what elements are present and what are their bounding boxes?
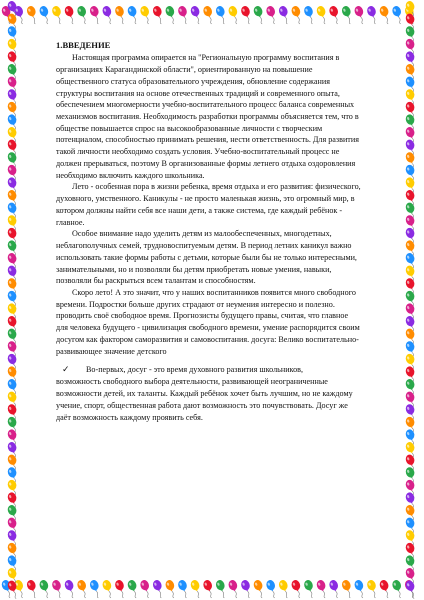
bullet-continuation: возможность свободного выбора деятельности, развивающей неограниченные возможности детей, их таланты. Каждый ребёнок хочет быть лучшим, но не каждому учение, спорт, общественная работа дают возможность это почувствовать. Досуг же даёт возможность каждому проявить себя. — [56, 377, 353, 422]
balloon-icon — [328, 579, 342, 599]
balloon-icon — [315, 579, 329, 599]
balloon-icon — [202, 579, 216, 599]
balloon-icon — [101, 5, 115, 25]
balloon-icon — [353, 5, 367, 25]
bullet-first-row — [56, 363, 362, 376]
balloon-icon — [26, 5, 40, 25]
balloon-icon — [290, 579, 304, 599]
balloon-icon — [227, 5, 241, 25]
balloon-icon — [164, 579, 178, 599]
balloon-icon — [38, 579, 52, 599]
balloon-icon — [51, 5, 65, 25]
balloon-icon — [26, 579, 40, 599]
balloon-icon — [189, 579, 203, 599]
paragraph-summer: Лето - особенная пора в жизни ребенка, время отдыха и его развития: физического, духовного, умственного. Каникулы - не просто маленькая жизнь, это огромный мир, в котором должны найти себя все наши дети, а также система, где каждый ребёнок - главное. — [56, 182, 361, 227]
decorative-border-bottom — [0, 574, 424, 600]
balloon-icon — [227, 579, 241, 599]
balloon-icon — [89, 579, 103, 599]
balloon-icon — [189, 5, 203, 25]
balloon-icon — [366, 5, 380, 25]
balloon-icon — [126, 579, 140, 599]
balloon-icon — [366, 579, 380, 599]
balloon-icon — [76, 579, 90, 599]
balloon-icon — [63, 579, 77, 599]
balloon-icon — [63, 5, 77, 25]
balloon-icon — [252, 5, 266, 25]
balloon-icon — [139, 579, 153, 599]
balloon-icon — [6, 580, 20, 600]
balloon-icon — [303, 5, 317, 25]
balloon-icon — [139, 5, 153, 25]
balloon-icon — [240, 5, 254, 25]
balloon-icon — [328, 5, 342, 25]
balloon-icon — [152, 579, 166, 599]
balloon-icon — [202, 5, 216, 25]
balloon-icon — [252, 579, 266, 599]
balloon-icon — [177, 5, 191, 25]
balloon-icon — [278, 5, 292, 25]
balloon-icon — [215, 5, 229, 25]
balloon-icon — [341, 579, 355, 599]
balloon-icon — [303, 579, 317, 599]
section-heading: 1.ВВЕДЕНИЕ — [56, 40, 111, 50]
balloon-icon — [353, 579, 367, 599]
document-page — [56, 40, 362, 570]
balloon-icon — [240, 579, 254, 599]
paragraph-attention: Особое внимание надо уделить детям из малообеспеченных, многодетных, неблагополучных семей, трудновоспитуемым детям. В период летних каникул важно использовать такие формы работы с детьми, которые были бы не только интересными, занимательными, но и позволяли бы детям приобретать новые умения, навыки, позволяли бы раскрыться всем талантам и способностям. — [56, 229, 357, 286]
balloon-icon — [89, 5, 103, 25]
balloon-icon — [378, 579, 392, 599]
balloon-icon — [341, 5, 355, 25]
balloon-border-graphic — [0, 0, 26, 600]
balloon-icon — [404, 580, 418, 600]
decorative-border-top — [0, 0, 424, 26]
paragraph-free-time: Скоро лето! А это значит, что у наших воспитанников появится много свободного времени. Подростки больше других страдают от неумения интересно и полезно. проводить своё свободное время. Прогнозисты будущего правы, считая, что главное для человека будущего - цивилизация свободного времени, умение распорядится своим досугом как фактором саморазвития и самовоспитания. досуга: Велико воспитательно-развивающее значение детского — [56, 288, 360, 356]
balloon-icon — [378, 5, 392, 25]
bullet-first-line: Во-первых, досуг - это время духовного развития школьников, — [86, 365, 304, 375]
balloon-icon — [265, 5, 279, 25]
decorative-border-left — [0, 0, 26, 600]
balloon-icon — [215, 579, 229, 599]
balloon-icon — [126, 5, 140, 25]
balloon-icon — [51, 579, 65, 599]
balloon-icon — [38, 5, 52, 25]
balloon-icon — [177, 579, 191, 599]
decorative-border-right — [398, 0, 424, 600]
balloon-icon — [278, 579, 292, 599]
balloon-icon — [164, 5, 178, 25]
checkmark-icon: ✓ — [62, 364, 70, 375]
bullet-item — [56, 363, 362, 423]
balloon-border-graphic — [398, 0, 424, 600]
balloon-icon — [114, 5, 128, 25]
balloon-border-graphic — [0, 0, 424, 26]
balloon-icon — [265, 579, 279, 599]
balloon-icon — [315, 5, 329, 25]
balloon-icon — [114, 579, 128, 599]
balloon-icon — [101, 579, 115, 599]
balloon-border-graphic — [0, 574, 424, 600]
balloon-icon — [76, 5, 90, 25]
paragraph-intro: Настоящая программа опирается на "Региональную программу воспитания в организациях Карагандинской области", ориентированную на повышение общественного статуса образовательного учреждения, обновление содержания структуры воспитания на основе отечественных традиций и современного опыта, обеспечением многомерности учебно-воспитательного процесс баланса современных механизмов воспитания. Необходимость разработки программы объясняется тем, что в обществе повышается спрос на высокообразованные личности с творческим потенциалом, способностью принимать решения, нести ответственность. Для развития такой личности необходимо создать условия. Учебно-воспитательный процесс не должен прерываться, поэтому В организованные формы летнего отдыха оздоровления необходимо включить каждого школьника. — [56, 53, 359, 180]
balloon-icon — [290, 5, 304, 25]
balloon-icon — [152, 5, 166, 25]
